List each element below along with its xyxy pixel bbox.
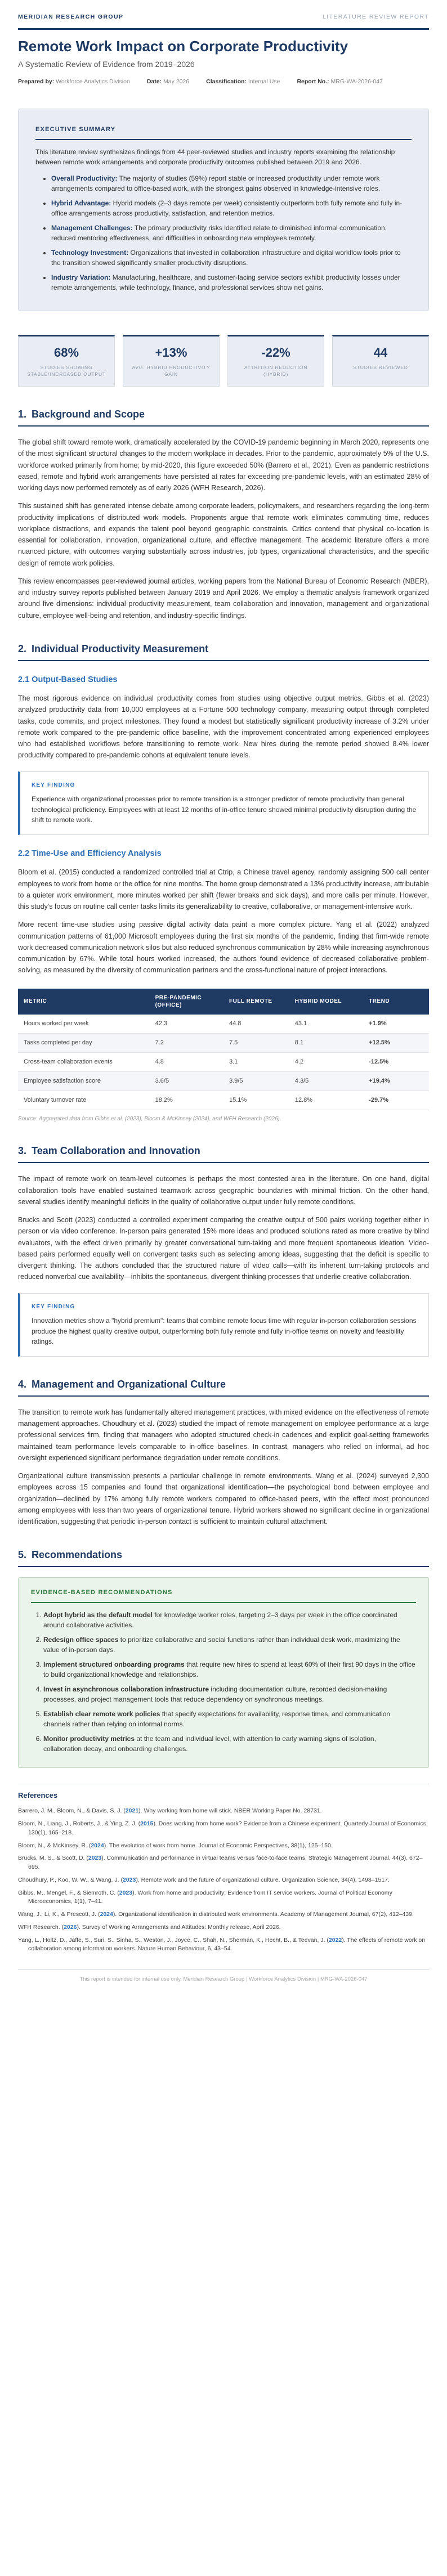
column-header: METRIC	[18, 989, 150, 1015]
cell-office: 7.2	[150, 1033, 224, 1052]
key-finding-label: KEY FINDING	[32, 782, 75, 788]
meta-key: Date:	[146, 78, 162, 86]
reference-year: 2022	[328, 1936, 342, 1944]
reference-details: ). Why working from home will stick. NBER Working Paper No. 28731.	[138, 1807, 322, 1815]
recommendation-item	[43, 1684, 416, 1704]
report-metadata	[18, 78, 429, 86]
recommendations-box	[18, 1577, 429, 1768]
report-title: Remote Work Impact on Corporate Productivity	[18, 38, 348, 55]
meta-value: May 2026	[163, 78, 190, 86]
table-row	[18, 1090, 429, 1110]
section-heading-background	[18, 407, 429, 427]
cell-metric: Hours worked per week	[18, 1015, 150, 1034]
column-header: TREND	[363, 989, 429, 1015]
executive-summary-points	[35, 173, 412, 293]
recommendation-text: to prioritize collaborative and social functions rather than individual desk work, maximizing the value of in-person days.	[43, 1636, 400, 1654]
reference-entry	[18, 1936, 429, 1954]
reference-authors: WFH Research. (	[18, 1923, 64, 1931]
summary-point	[51, 173, 412, 194]
stat-value: 68%	[53, 345, 79, 360]
reference-entry	[18, 1854, 429, 1872]
references-section	[18, 1784, 429, 1954]
body-paragraph: The transition to remote work has fundamentally altered management practices, with mixed evidence on the effectiveness of remote management approaches. Choudhury et al. (2023) studied the impact of remote management on employee performance at a large professional services firm, finding that managers who adopted structured check-in cadences and explicit goal-setting frameworks maintained team performance levels comparable to in-office baselines. In contrast, managers who relied on informal, ad hoc oversight experienced significant performance degradation under remote conditions.	[18, 1408, 429, 1462]
stat-label: STUDIES REVIEWED	[353, 365, 408, 371]
cell-hybrid: 43.1	[289, 1015, 363, 1034]
section-title: Recommendations	[32, 1549, 123, 1561]
cell-remote: 44.8	[224, 1015, 289, 1034]
reference-year: 2023	[88, 1855, 102, 1862]
recommendation-text: that specify expectations for availability, response times, and communication channels rather than relying on informal norms.	[43, 1710, 391, 1729]
references-heading: References	[18, 1791, 58, 1800]
body-paragraph: This sustained shift has generated intense debate among corporate leaders, policymakers, and researchers regarding the long-term productivity implications of distributed work models. Proponents argue that remote work eliminates commuting time, reduces workplace distractions, and expands the talent pool beyond geographic constraints. Critics contend that physical co-location is essential for collaboration, innovation, organizational culture, and effective management. The academic literature offers a more nuanced picture, with outcomes varying substantially across industries, job types, organizational characteristics, and the specific design of remote work policies.	[18, 502, 429, 567]
stat-card	[18, 335, 115, 387]
cell-remote: 3.1	[224, 1052, 289, 1071]
section-title: Management and Organizational Culture	[32, 1378, 226, 1390]
reference-details: ). Survey of Working Arrangements and Attitudes: Monthly release, April 2026.	[77, 1923, 281, 1931]
meta-value: Workforce Analytics Division	[56, 78, 130, 86]
section-title: Individual Productivity Measurement	[32, 643, 209, 654]
reference-details: ). The evolution of work from home. Journal of Economic Perspectives, 38(1), 125–150.	[104, 1842, 333, 1849]
meta-key: Classification:	[206, 78, 247, 86]
recommendation-lead: Invest in asynchronous collaboration infrastructure	[43, 1685, 209, 1694]
meta-key: Prepared by:	[18, 78, 55, 86]
page-footer: This report is intended for internal use only. Meridian Research Group | Workforce Analytics Division | MRG-WA-2026-047	[18, 1969, 429, 1984]
body-paragraph: Bloom et al. (2015) conducted a randomized controlled trial at Ctrip, a Chinese travel agency, randomly assigning 500 call center employees to work from home or the office for nine months. The home group demonstrated a 13% productivity increase, attributable to a quieter work environment, more minutes worked per shift (fewer breaks and sick days), and more calls per minute. However, this study's focus on routine call center tasks limits its generalizability to creative, collaborative, or management-intensive work.	[18, 868, 429, 911]
recommendation-item	[43, 1659, 416, 1680]
section-heading-management	[18, 1377, 429, 1397]
cell-metric: Employee satisfaction score	[18, 1071, 150, 1090]
summary-point-text: Organizations that invested in collaboration infrastructure and digital workflow tools prior to the transition showed significantly smaller productivity disruptions.	[51, 249, 401, 267]
reference-authors: Brucks, M. S., & Scott, D. (	[18, 1855, 88, 1862]
table-header-row	[18, 989, 429, 1015]
reference-entry	[18, 1923, 429, 1932]
recommendations-heading: EVIDENCE-BASED RECOMMENDATIONS	[31, 1588, 416, 1603]
section-number: 4.	[18, 1378, 27, 1390]
reference-year: 2024	[100, 1911, 113, 1918]
stat-value: -22%	[261, 345, 290, 360]
reference-entry	[18, 1876, 429, 1885]
summary-point-label: Management Challenges:	[51, 224, 133, 232]
stat-value: +13%	[155, 345, 187, 360]
cell-office: 42.3	[150, 1015, 224, 1034]
cell-trend: +1.9%	[363, 1015, 429, 1034]
reference-details: ). Communication and performance in virtual teams versus face-to-face teams. Strategic Management Journal, 44(3), 672–695.	[28, 1855, 423, 1871]
cell-office: 4.8	[150, 1052, 224, 1071]
section-heading-collaboration	[18, 1143, 429, 1163]
reference-authors: Choudhury, P., Koo, W. W., & Wang, J. (	[18, 1876, 123, 1883]
cell-trend: +19.4%	[363, 1071, 429, 1090]
table-row	[18, 1015, 429, 1034]
key-finding-label: KEY FINDING	[32, 1303, 75, 1310]
table-caption: Source: Aggregated data from Gibbs et al. (2023), Bloom & McKinsey (2024), and WFH Research (2026).	[18, 1115, 281, 1122]
reference-authors: Gibbs, M., Mengel, F., & Siemroth, C. (	[18, 1889, 119, 1896]
reference-authors: Wang, J., Li, K., & Prescott, J. (	[18, 1911, 100, 1918]
summary-point-text: The primary productivity risks identified relate to diminished informal communication, reduced mentoring effectiveness, and difficulties in onboarding new employees remotely.	[51, 224, 387, 243]
cell-office: 18.2%	[150, 1090, 224, 1110]
table-body	[18, 1015, 429, 1110]
recommendation-text: that require new hires to spend at least 60% of their first 90 days in the office to build organizational knowledge and relationships.	[43, 1661, 415, 1679]
reference-year: 2023	[119, 1889, 133, 1896]
reference-details: ). Remote work and the future of organizational culture. Organization Science, 34(4), 1498–1517.	[136, 1876, 390, 1883]
reference-year: 2021	[125, 1807, 139, 1815]
body-paragraph: More recent time-use studies using passive digital activity data paint a more complex picture. Yang et al. (2022) analyzed communication patterns of 61,000 Microsoft employees during the first six months of the pandemic, finding that firm-wide remote work decreased communication network silos but also reduced synchronous communication by 28% while increasing asynchronous communication by 67%. While total hours worked increased, the authors found evidence of decreased collaborative problem-solving, as measured by the diversity of communication partners and the cross-functional nature of project interactions.	[18, 921, 429, 975]
cell-hybrid: 4.2	[289, 1052, 363, 1071]
meta-value: Internal Use	[248, 78, 280, 86]
reference-details: ). Does working from home work? Evidence from a Chinese experiment. Quarterly Journal of Economics, 130(1), 165–218.	[28, 1820, 428, 1836]
recommendation-lead: Implement structured onboarding programs	[43, 1661, 185, 1669]
report-header-bar	[18, 12, 429, 30]
section-title: Team Collaboration and Innovation	[32, 1145, 200, 1157]
cell-metric: Tasks completed per day	[18, 1033, 150, 1052]
cell-metric: Cross-team collaboration events	[18, 1052, 150, 1071]
reference-entry	[18, 1807, 429, 1816]
reference-authors: Barrero, J. M., Bloom, N., & Davis, S. J. (	[18, 1807, 126, 1815]
body-paragraph: The impact of remote work on team-level outcomes is perhaps the most contested area in the literature. On one hand, digital collaboration tools have enabled sustained teamwork across geographic boundaries with minimal friction. On the other hand, several studies identify meaningful deficits in the quality of collaborative output under fully remote conditions.	[18, 1175, 429, 1206]
key-finding-text: Experience with organizational processes prior to remote transition is a stronger predictor of remote productivity than general technological proficiency. Employees with at least 12 months of in-office tenure showed minimal productivity disruption during the shift to remote work.	[32, 795, 417, 824]
key-finding-box	[18, 771, 429, 835]
stat-card	[123, 335, 220, 387]
body-paragraph: The global shift toward remote work, dramatically accelerated by the COVID-19 pandemic beginning in March 2020, represents one of the most significant structural changes to the modern workplace in decades. Prior to the pandemic, approximately 5% of the U.S. workforce worked primarily from home; by mid-2020, this figure exceeded 50% (Barrero et al., 2021). Even as pandemic restrictions eased, remote and hybrid work arrangements have persisted at rates far exceeding pre-pandemic levels, with an estimated 28% of working days now performed remotely as of early 2026 (WFH Research, 2026).	[18, 438, 429, 492]
reference-authors: Bloom, N., & McKinsey, R. (	[18, 1842, 91, 1849]
summary-point-label: Industry Variation:	[51, 273, 111, 282]
summary-point-label: Hybrid Advantage:	[51, 199, 111, 208]
key-stats-row	[18, 335, 429, 387]
recommendation-lead: Adopt hybrid as the default model	[43, 1611, 153, 1619]
stat-card	[227, 335, 324, 387]
meta-date	[147, 78, 189, 86]
key-finding-text: Innovation metrics show a "hybrid premium": teams that combine remote focus time with regular in-person collaboration sessions produce the highest quality creative output, outperforming both fully remote and fully in-office teams on novelty and feasibility ratings.	[32, 1317, 417, 1346]
recommendation-item	[43, 1709, 416, 1729]
cell-trend: +12.5%	[363, 1033, 429, 1052]
report-subtitle: A Systematic Review of Evidence from 2019–2026	[18, 60, 195, 69]
reference-authors: Bloom, N., Liang, J., Roberts, J., & Ying, Z. J. (	[18, 1820, 141, 1828]
body-paragraph: The most rigorous evidence on individual productivity comes from studies using objective output metrics. Gibbs et al. (2023) analyzed productivity data from 10,000 employees at a Fortune 500 technology company, measuring output through completed tasks, code commits, and project milestones. They found a modest but statistically significant productivity increase of 3.2% under remote work compared to the pre-pandemic office baseline, with the improvement concentrated among experienced employees who had established workflows before transitioning to remote work. New hires during the remote period showed 8.4% lower productivity compared to pre-pandemic cohorts at equivalent tenure levels.	[18, 694, 429, 760]
cell-trend: -12.5%	[363, 1052, 429, 1071]
section-number: 2.	[18, 643, 27, 654]
table-row	[18, 1071, 429, 1090]
reference-details: ). Work from home and productivity: Evidence from IT service workers. Journal of Political Economy Microeconomics, 1(1), 7–41.	[28, 1889, 392, 1905]
summary-point-label: Technology Investment:	[51, 249, 129, 257]
meta-classification	[206, 78, 280, 86]
recommendation-item	[43, 1610, 416, 1630]
summary-point	[51, 198, 412, 218]
summary-point	[51, 223, 412, 243]
reference-year: 2023	[122, 1876, 136, 1883]
cell-remote: 7.5	[224, 1033, 289, 1052]
table-row	[18, 1052, 429, 1071]
section-heading-individual-productivity	[18, 641, 429, 661]
executive-summary	[18, 109, 429, 311]
cell-office: 3.6/5	[150, 1071, 224, 1090]
cell-hybrid: 8.1	[289, 1033, 363, 1052]
reference-authors: Yang, L., Holtz, D., Jaffe, S., Suri, S., Sinha, S., Weston, J., Joyce, C., Shah, N., Sherman, K., Hecht, B., & Teevan, J. (	[18, 1936, 329, 1944]
column-header: FULL REMOTE	[224, 989, 289, 1015]
recommendation-text: for knowledge worker roles, targeting 2–3 days per week in the office coordinated around collaborative activities.	[43, 1611, 397, 1630]
recommendation-lead: Redesign office spaces	[43, 1636, 119, 1644]
reference-entry	[18, 1910, 429, 1919]
meta-prepared-by	[18, 78, 130, 86]
summary-point-text: The majority of studies (59%) report stable or increased productivity under remote work arrangements compared to office-based work, with the strongest gains observed in knowledge-intensive roles.	[51, 174, 381, 193]
section-heading-recommendations	[18, 1547, 429, 1567]
executive-summary-heading: EXECUTIVE SUMMARY	[35, 125, 412, 140]
subsection-heading: 2.2 Time-Use and Efficiency Analysis	[18, 849, 162, 859]
summary-point-text: Hybrid models (2–3 days remote per week) consistently outperform both fully remote and fully in-office arrangements across productivity, satisfaction, and retention metrics.	[51, 199, 403, 218]
recommendation-text: including documentation culture, recorded decision-making processes, and project management tools that reduce dependency on synchronous meetings.	[43, 1685, 387, 1704]
stat-value: 44	[373, 345, 388, 360]
recommendation-item	[43, 1635, 416, 1655]
summary-point	[51, 272, 412, 293]
cell-hybrid: 12.8%	[289, 1090, 363, 1110]
executive-summary-intro: This literature review synthesizes findings from 44 peer-reviewed studies and industry reports examining the relationship between remote work arrangements and corporate productivity outcomes published between 2019 and 2026.	[35, 147, 395, 167]
reference-year: 2024	[91, 1842, 104, 1849]
reference-year: 2026	[64, 1923, 77, 1931]
reference-entry	[18, 1820, 429, 1838]
column-header: PRE-PANDEMIC (OFFICE)	[150, 989, 224, 1015]
stat-card	[332, 335, 429, 387]
subsection-heading: 2.1 Output-Based Studies	[18, 675, 118, 684]
meta-value: MRG-WA-2026-047	[330, 78, 383, 86]
meta-key: Report No.:	[297, 78, 329, 86]
summary-point-label: Overall Productivity:	[51, 174, 118, 183]
reference-details: ). Organizational identification in distributed work environments. Academy of Management Journal, 67(2), 412–439.	[113, 1911, 414, 1918]
body-paragraph: Organizational culture transmission presents a particular challenge in remote environments. Wang et al. (2024) surveyed 2,300 employees across 15 companies and found that organizational identification—the psychological bond between employee and organization—declined by 17% among fully remote workers compared to office-based peers, with the effect most pronounced among employees with less than two years of organizational tenure. Hybrid workers showed no significant decline in organizational identification, suggesting that periodic in-person contact is sufficient to maintain cultural attachment.	[18, 1472, 429, 1526]
org-name: MERIDIAN RESEARCH GROUP	[18, 14, 124, 20]
column-header: HYBRID MODEL	[289, 989, 363, 1015]
cell-metric: Voluntary turnover rate	[18, 1090, 150, 1110]
summary-point	[51, 248, 412, 268]
table-row	[18, 1033, 429, 1052]
recommendations-list	[31, 1610, 416, 1754]
meta-report-number	[297, 78, 382, 86]
productivity-metrics-table	[18, 989, 429, 1110]
reference-entry	[18, 1889, 429, 1907]
stat-label: ATTRITION REDUCTION (HYBRID)	[244, 365, 308, 378]
body-paragraph: Brucks and Scott (2023) conducted a controlled experiment comparing the creative output of 500 pairs working together either in person or via video conference. In-person pairs generated 15% more ideas and produced solutions rated as more creative by blind evaluators, with the effect driven primarily by greater conversational turn-taking and more frequent spontaneous ideation. Video-based pairs performed equally well on convergent tasks such as selecting among ideas, suggesting that the deficit is specific to divergent thinking. The authors concluded that the structured nature of video calls—with its inherent turn-taking protocols and reduced nonverbal cue availability—inhibits the spontaneous, divergent thinking processes that underlie creative collaboration.	[18, 1216, 429, 1281]
stat-label: STUDIES SHOWING STABLE/INCREASED OUTPUT	[27, 365, 106, 378]
reference-year: 2015	[140, 1820, 154, 1828]
key-finding-box	[18, 1293, 429, 1357]
cell-remote: 3.9/5	[224, 1071, 289, 1090]
reference-details: ). The effects of remote work on collaboration among information workers. Nature Human Behaviour, 6, 43–54.	[28, 1936, 426, 1953]
section-title: Background and Scope	[32, 409, 145, 420]
recommendation-text: at the team and individual level, with attention to early warning signs of isolation, collaboration decay, and onboarding challenges.	[43, 1735, 376, 1753]
references-list	[18, 1807, 429, 1954]
body-paragraph: This review encompasses peer-reviewed journal articles, working papers from the National Bureau of Economic Research (NBER), and industry survey reports published between January 2019 and April 2026. We employ a thematic analysis framework organized around five dimensions: individual productivity measurement, team collaboration and innovation, management and organizational culture, employee well-being and retention, and industry-specific findings.	[18, 577, 429, 620]
stat-label: AVG. HYBRID PRODUCTIVITY GAIN	[132, 365, 211, 378]
section-number: 1.	[18, 409, 27, 420]
recommendation-item	[43, 1734, 416, 1754]
recommendation-lead: Establish clear remote work policies	[43, 1710, 160, 1718]
document-type: LITERATURE REVIEW REPORT	[323, 14, 429, 20]
cell-trend: -29.7%	[363, 1090, 429, 1110]
recommendation-lead: Monitor productivity metrics	[43, 1735, 135, 1743]
section-number: 5.	[18, 1549, 27, 1561]
cell-hybrid: 4.3/5	[289, 1071, 363, 1090]
cell-remote: 15.1%	[224, 1090, 289, 1110]
section-number: 3.	[18, 1145, 27, 1157]
summary-point-text: Manufacturing, healthcare, and customer-facing service sectors exhibit productivity losses under remote arrangements, while technology, finance, and professional services show net gains.	[51, 273, 400, 292]
reference-entry	[18, 1842, 429, 1851]
